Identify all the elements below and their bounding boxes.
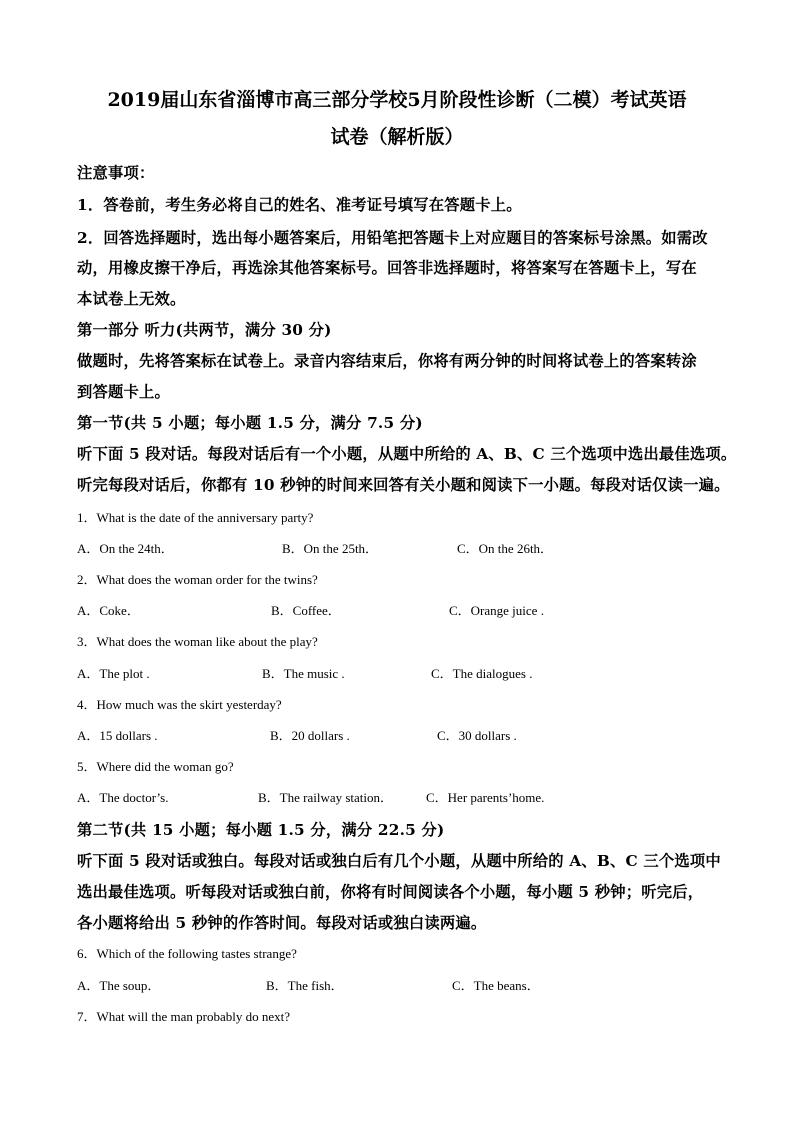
question-5-option-c: C．Her parents’home. bbox=[426, 790, 545, 805]
question-4-option-b: B．20 dollars . bbox=[270, 728, 350, 743]
question-1-option-a: A．On the 24th． bbox=[77, 541, 174, 556]
question-5: 5．Where did the woman go? bbox=[77, 759, 234, 774]
section1-heading: 第一节(共 5 小题；每小题 1.5 分，满分 7.5 分) bbox=[77, 414, 423, 432]
section2-intro-line-2: 选出最佳选项。听每段对话或独白前，你将有时间阅读各个小题，每小题 5 秒钟；听完后， bbox=[77, 883, 704, 901]
question-2: 2．What does the woman order for the twins? bbox=[77, 572, 318, 587]
part1-intro-line-2: 到答题卡上。 bbox=[77, 383, 170, 401]
question-1: 1．What is the date of the anniversary party? bbox=[77, 510, 314, 525]
question-6: 6．Which of the following tastes strange? bbox=[77, 946, 297, 961]
question-7: 7．What will the man probably do next? bbox=[77, 1009, 291, 1024]
section1-intro-line-2: 听完每段对话后，你都有 10 秒钟的时间来回答有关小题和阅读下一小题。每段对话仅读一遍。 bbox=[77, 476, 730, 494]
question-1-option-c: C．On the 26th． bbox=[457, 541, 554, 556]
question-6-option-c: C．The beans． bbox=[452, 978, 540, 993]
question-6-option-a: A．The soup． bbox=[77, 978, 161, 993]
notice-item-2-line-3: 本试卷上无效。 bbox=[77, 290, 186, 308]
question-5-option-b: B．The railway station． bbox=[258, 790, 394, 805]
question-4: 4．How much was the skirt yesterday? bbox=[77, 697, 282, 712]
question-3-option-c: C．The dialogues . bbox=[431, 666, 533, 681]
question-2-option-c: C．Orange juice . bbox=[449, 603, 544, 618]
question-5-option-a: A．The doctor’s. bbox=[77, 790, 169, 805]
part1-intro-line-1: 做题时，先将答案标在试卷上。录音内容结束后，你将有两分钟的时间将试卷上的答案转涂 bbox=[77, 352, 697, 370]
section2-intro-line-3: 各小题将给出 5 秒钟的作答时间。每段对话或独白读两遍。 bbox=[77, 914, 487, 932]
document-title-line-1: 2019届山东省淄博市高三部分学校5月阶段性诊断（二模）考试英语 bbox=[107, 89, 687, 111]
notice-item-2-line-2: 动，用橡皮擦干净后，再选涂其他答案标号。回答非选择题时，将答案写在答题卡上，写在 bbox=[77, 259, 697, 277]
question-2-option-b: B．Coffee． bbox=[271, 603, 341, 618]
notice-item-2-line-1: 2．回答选择题时，选出每小题答案后，用铅笔把答题卡上对应题目的答案标号涂黑。如需改 bbox=[77, 229, 708, 247]
question-6-option-b: B．The fish． bbox=[266, 978, 344, 993]
question-2-option-a: A．Coke． bbox=[77, 603, 140, 618]
part1-heading: 第一部分 听力(共两节，满分 30 分) bbox=[77, 321, 332, 339]
notice-heading: 注意事项： bbox=[77, 164, 155, 182]
question-3-option-a: A．The plot . bbox=[77, 666, 150, 681]
document-title-line-2: 试卷（解析版） bbox=[330, 126, 464, 148]
section2-intro-line-1: 听下面 5 段对话或独白。每段对话或独白后有几个小题，从题中所给的 A、B、C 三个选项中 bbox=[77, 852, 721, 870]
question-4-option-c: C．30 dollars . bbox=[437, 728, 517, 743]
section2-heading: 第二节(共 15 小题；每小题 1.5 分，满分 22.5 分) bbox=[77, 821, 445, 839]
question-4-option-a: A．15 dollars . bbox=[77, 728, 158, 743]
section1-intro-line-1: 听下面 5 段对话。每段对话后有一个小题，从题中所给的 A、B、C 三个选项中选出最佳选项。 bbox=[77, 445, 737, 463]
question-3-option-b: B．The music . bbox=[262, 666, 345, 681]
question-3: 3．What does the woman like about the play? bbox=[77, 634, 318, 649]
question-1-option-b: B．On the 25th． bbox=[282, 541, 379, 556]
notice-item-1: 1．答卷前，考生务必将自己的姓名、准考证号填写在答题卡上。 bbox=[77, 196, 522, 214]
